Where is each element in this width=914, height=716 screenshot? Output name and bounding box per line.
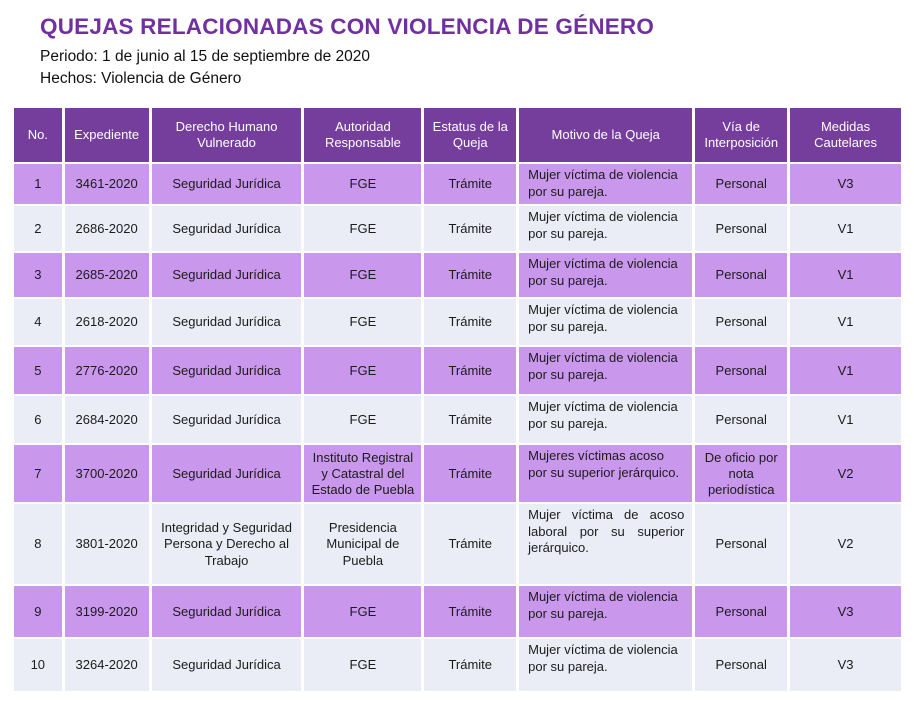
- cell-medidas: V1: [790, 347, 901, 394]
- table-header-row: [14, 108, 901, 162]
- cell-derecho: Seguridad Jurídica: [152, 253, 302, 297]
- quejas-table: [11, 106, 904, 693]
- cell-via: Personal: [695, 639, 787, 691]
- table-row: [14, 639, 901, 691]
- cell-expediente: 3700-2020: [65, 445, 149, 502]
- cell-no: 6: [14, 396, 62, 443]
- cell-no: 7: [14, 445, 62, 502]
- page-title: QUEJAS RELACIONADAS CON VIOLENCIA DE GÉNERO: [40, 14, 655, 39]
- cell-medidas: V1: [790, 206, 901, 251]
- cell-medidas: V3: [790, 586, 901, 637]
- cell-expediente: 2684-2020: [65, 396, 149, 443]
- cell-estatus: Trámite: [424, 253, 516, 297]
- cell-autoridad: FGE: [304, 347, 421, 394]
- cell-no: 1: [14, 164, 62, 204]
- cell-motivo: Mujer víctima de violencia por su pareja.: [519, 299, 692, 345]
- column-header-autoridad: Autoridad Responsable: [304, 108, 421, 162]
- cell-motivo: Mujer víctima de violencia por su pareja.: [519, 347, 692, 394]
- cell-derecho: Seguridad Jurídica: [152, 299, 302, 345]
- cell-no: 2: [14, 206, 62, 251]
- table-row: [14, 445, 901, 502]
- cell-expediente: 2618-2020: [65, 299, 149, 345]
- cell-via: Personal: [695, 299, 787, 345]
- cell-autoridad: FGE: [304, 639, 421, 691]
- cell-motivo: Mujer víctima de acoso laboral por su superior jerárquico.: [519, 504, 692, 584]
- cell-estatus: Trámite: [424, 396, 516, 443]
- cell-autoridad: FGE: [304, 586, 421, 637]
- cell-motivo: Mujer víctima de violencia por su pareja.: [519, 586, 692, 637]
- cell-motivo: Mujer víctima de violencia por su pareja.: [519, 639, 692, 691]
- cell-derecho: Seguridad Jurídica: [152, 586, 302, 637]
- cell-motivo: Mujer víctima de violencia por su pareja.: [519, 253, 692, 297]
- cell-derecho: Seguridad Jurídica: [152, 396, 302, 443]
- cell-autoridad: FGE: [304, 164, 421, 204]
- column-header-motivo: Motivo de la Queja: [519, 108, 692, 162]
- cell-no: 8: [14, 504, 62, 584]
- cell-via: Personal: [695, 206, 787, 251]
- cell-expediente: 2686-2020: [65, 206, 149, 251]
- table-row: [14, 299, 901, 345]
- cell-estatus: Trámite: [424, 504, 516, 584]
- cell-no: 10: [14, 639, 62, 691]
- cell-autoridad: FGE: [304, 253, 421, 297]
- cell-medidas: V1: [790, 253, 901, 297]
- cell-expediente: 2685-2020: [65, 253, 149, 297]
- table-row: [14, 164, 901, 204]
- cell-via: Personal: [695, 396, 787, 443]
- cell-derecho: Seguridad Jurídica: [152, 639, 302, 691]
- table-row: [14, 206, 901, 251]
- cell-via: Personal: [695, 586, 787, 637]
- cell-motivo: Mujer víctima de violencia por su pareja.: [519, 206, 692, 251]
- table-row: [14, 504, 901, 584]
- cell-no: 9: [14, 586, 62, 637]
- cell-autoridad: FGE: [304, 396, 421, 443]
- column-header-medidas: Medidas Cautelares: [790, 108, 901, 162]
- cell-derecho: Integridad y Seguridad Persona y Derecho al Trabajo: [152, 504, 302, 584]
- report-header: [0, 0, 914, 89]
- cell-medidas: V2: [790, 445, 901, 502]
- cell-no: 4: [14, 299, 62, 345]
- cell-autoridad: Presidencia Municipal de Puebla: [304, 504, 421, 584]
- period-line: Periodo: 1 de junio al 15 de septiembre de 2020: [40, 48, 371, 65]
- cell-estatus: Trámite: [424, 164, 516, 204]
- cell-expediente: 2776-2020: [65, 347, 149, 394]
- cell-expediente: 3264-2020: [65, 639, 149, 691]
- column-header-derecho: Derecho Humano Vulnerado: [152, 108, 302, 162]
- cell-expediente: 3199-2020: [65, 586, 149, 637]
- cell-via: Personal: [695, 504, 787, 584]
- column-header-estatus: Estatus de la Queja: [424, 108, 516, 162]
- cell-motivo: Mujer víctima de violencia por su pareja.: [519, 396, 692, 443]
- cell-medidas: V1: [790, 396, 901, 443]
- table-row: [14, 347, 901, 394]
- cell-no: 3: [14, 253, 62, 297]
- cell-motivo: Mujeres víctimas acoso por su superior jerárquico.: [519, 445, 692, 502]
- table-row: [14, 253, 901, 297]
- cell-via: Personal: [695, 164, 787, 204]
- table-body: [14, 164, 901, 691]
- column-header-expediente: Expediente: [65, 108, 149, 162]
- cell-derecho: Seguridad Jurídica: [152, 445, 302, 502]
- cell-autoridad: FGE: [304, 299, 421, 345]
- table-row: [14, 396, 901, 443]
- cell-estatus: Trámite: [424, 445, 516, 502]
- hechos-line: Hechos: Violencia de Género: [40, 69, 242, 87]
- cell-estatus: Trámite: [424, 586, 516, 637]
- cell-via: Personal: [695, 347, 787, 394]
- cell-derecho: Seguridad Jurídica: [152, 164, 302, 204]
- cell-no: 5: [14, 347, 62, 394]
- cell-autoridad: FGE: [304, 206, 421, 251]
- cell-expediente: 3461-2020: [65, 164, 149, 204]
- cell-motivo: Mujer víctima de violencia por su pareja.: [519, 164, 692, 204]
- cell-medidas: V1: [790, 299, 901, 345]
- column-header-via: Vía de Interposición: [695, 108, 787, 162]
- cell-medidas: V2: [790, 504, 901, 584]
- cell-medidas: V3: [790, 639, 901, 691]
- cell-estatus: Trámite: [424, 206, 516, 251]
- cell-estatus: Trámite: [424, 347, 516, 394]
- cell-via: Personal: [695, 253, 787, 297]
- cell-medidas: V3: [790, 164, 901, 204]
- header-row: [14, 108, 901, 162]
- column-header-no: No.: [14, 108, 62, 162]
- cell-expediente: 3801-2020: [65, 504, 149, 584]
- cell-estatus: Trámite: [424, 639, 516, 691]
- cell-estatus: Trámite: [424, 299, 516, 345]
- cell-derecho: Seguridad Jurídica: [152, 347, 302, 394]
- table-row: [14, 586, 901, 637]
- cell-autoridad: Instituto Registral y Catastral del Estado de Puebla: [304, 445, 421, 502]
- cell-via: De oficio por nota periodística: [695, 445, 787, 502]
- cell-derecho: Seguridad Jurídica: [152, 206, 302, 251]
